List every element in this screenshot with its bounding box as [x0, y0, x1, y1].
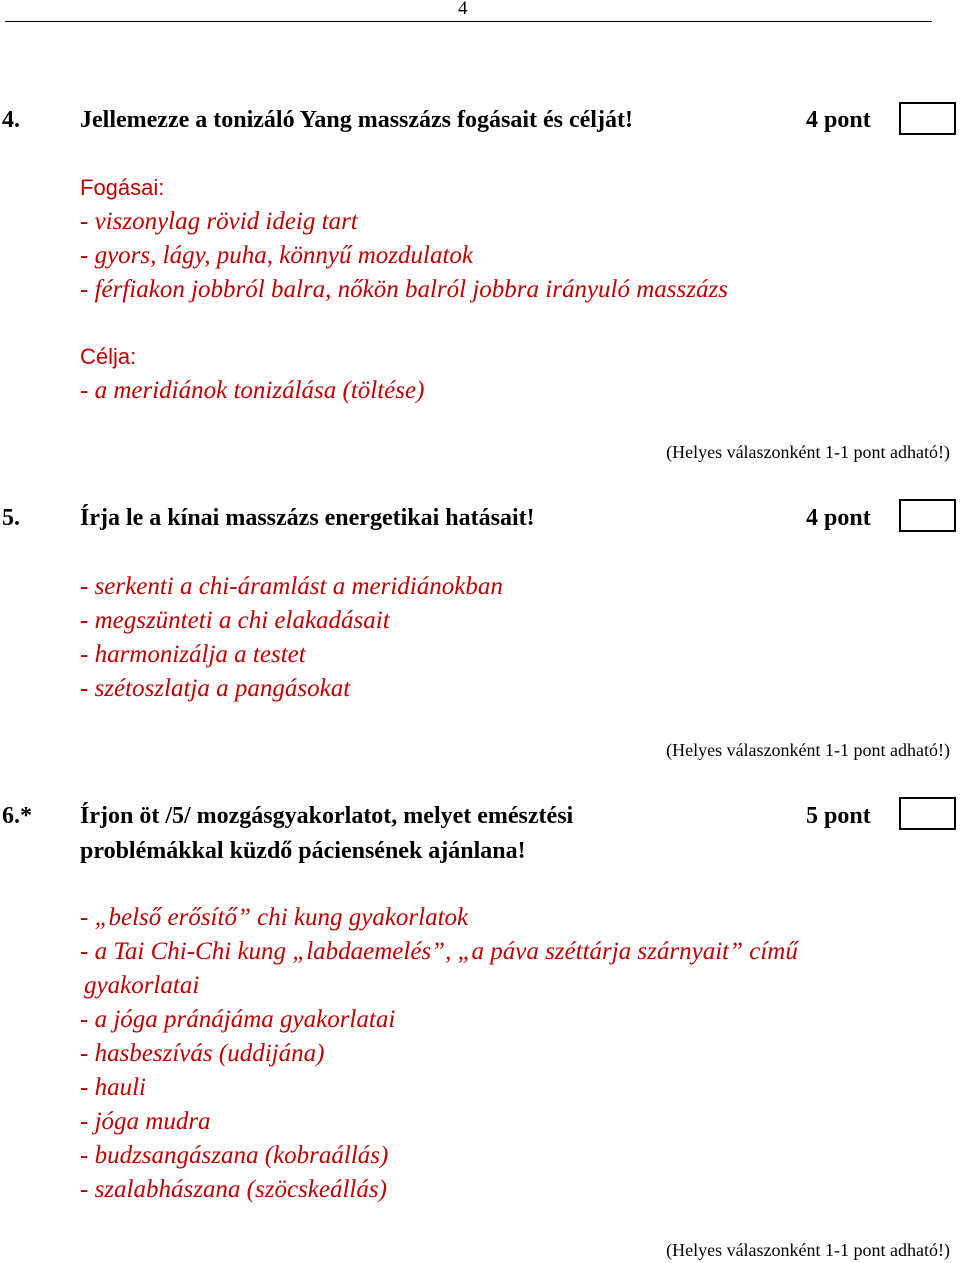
question-text: Jellemezze a tonizáló Yang masszázs fogásait és célját! — [80, 107, 633, 133]
question-text: problémákkal küzdő páciensének ajánlana! — [80, 838, 526, 864]
answer-line: - harmonizálja a testet — [80, 641, 306, 668]
section-label-celja: Célja: — [80, 344, 137, 369]
score-box[interactable] — [899, 102, 956, 135]
section-label-fogasai: Fogásai: — [80, 175, 165, 200]
score-box[interactable] — [899, 797, 956, 830]
answer-line: - férfiakon jobbról balra, nőkön balról jobbra irányuló masszázs — [80, 276, 728, 303]
answer-line: - a jóga pránájáma gyakorlatai — [80, 1006, 396, 1033]
answer-line: - hasbeszívás (uddijána) — [80, 1040, 325, 1067]
page-number: 4 — [458, 0, 468, 19]
answer-line: - a meridiánok tonizálása (töltése) — [80, 377, 425, 404]
question-number: 6.* — [2, 803, 32, 829]
question-points: 4 pont — [806, 107, 871, 133]
question-points: 5 pont — [806, 803, 871, 829]
question-number: 5. — [2, 505, 20, 531]
answer-line: - jóga mudra — [80, 1108, 211, 1135]
header-rule — [5, 21, 932, 22]
answer-line: - hauli — [80, 1074, 146, 1101]
answer-line: - a Tai Chi-Chi kung „labdaemelés”, „a páva széttárja szárnyait” című — [80, 938, 798, 965]
answer-line: - megszünteti a chi elakadásait — [80, 607, 390, 634]
answer-line: gyakorlatai — [84, 972, 200, 999]
scoring-note: (Helyes válaszonként 1-1 pont adható!) — [666, 740, 950, 760]
answer-line: - szalabhászana (szöcskeállás) — [80, 1176, 387, 1203]
scoring-note: (Helyes válaszonként 1-1 pont adható!) — [666, 1240, 950, 1260]
answer-line: - viszonylag rövid ideig tart — [80, 208, 358, 235]
question-number: 4. — [2, 107, 20, 133]
score-box[interactable] — [899, 499, 956, 532]
question-text: Írja le a kínai masszázs energetikai hatásait! — [80, 505, 535, 531]
scoring-note: (Helyes válaszonként 1-1 pont adható!) — [666, 442, 950, 462]
answer-line: - budzsangászana (kobraállás) — [80, 1142, 389, 1169]
answer-line: - gyors, lágy, puha, könnyű mozdulatok — [80, 242, 474, 269]
answer-line: - szétoszlatja a pangásokat — [80, 675, 351, 702]
question-text: Írjon öt /5/ mozgásgyakorlatot, melyet emésztési — [80, 803, 574, 829]
question-points: 4 pont — [806, 505, 871, 531]
answer-line: - serkenti a chi-áramlást a meridiánokban — [80, 573, 503, 600]
answer-line: - „belső erősítő” chi kung gyakorlatok — [80, 904, 469, 931]
